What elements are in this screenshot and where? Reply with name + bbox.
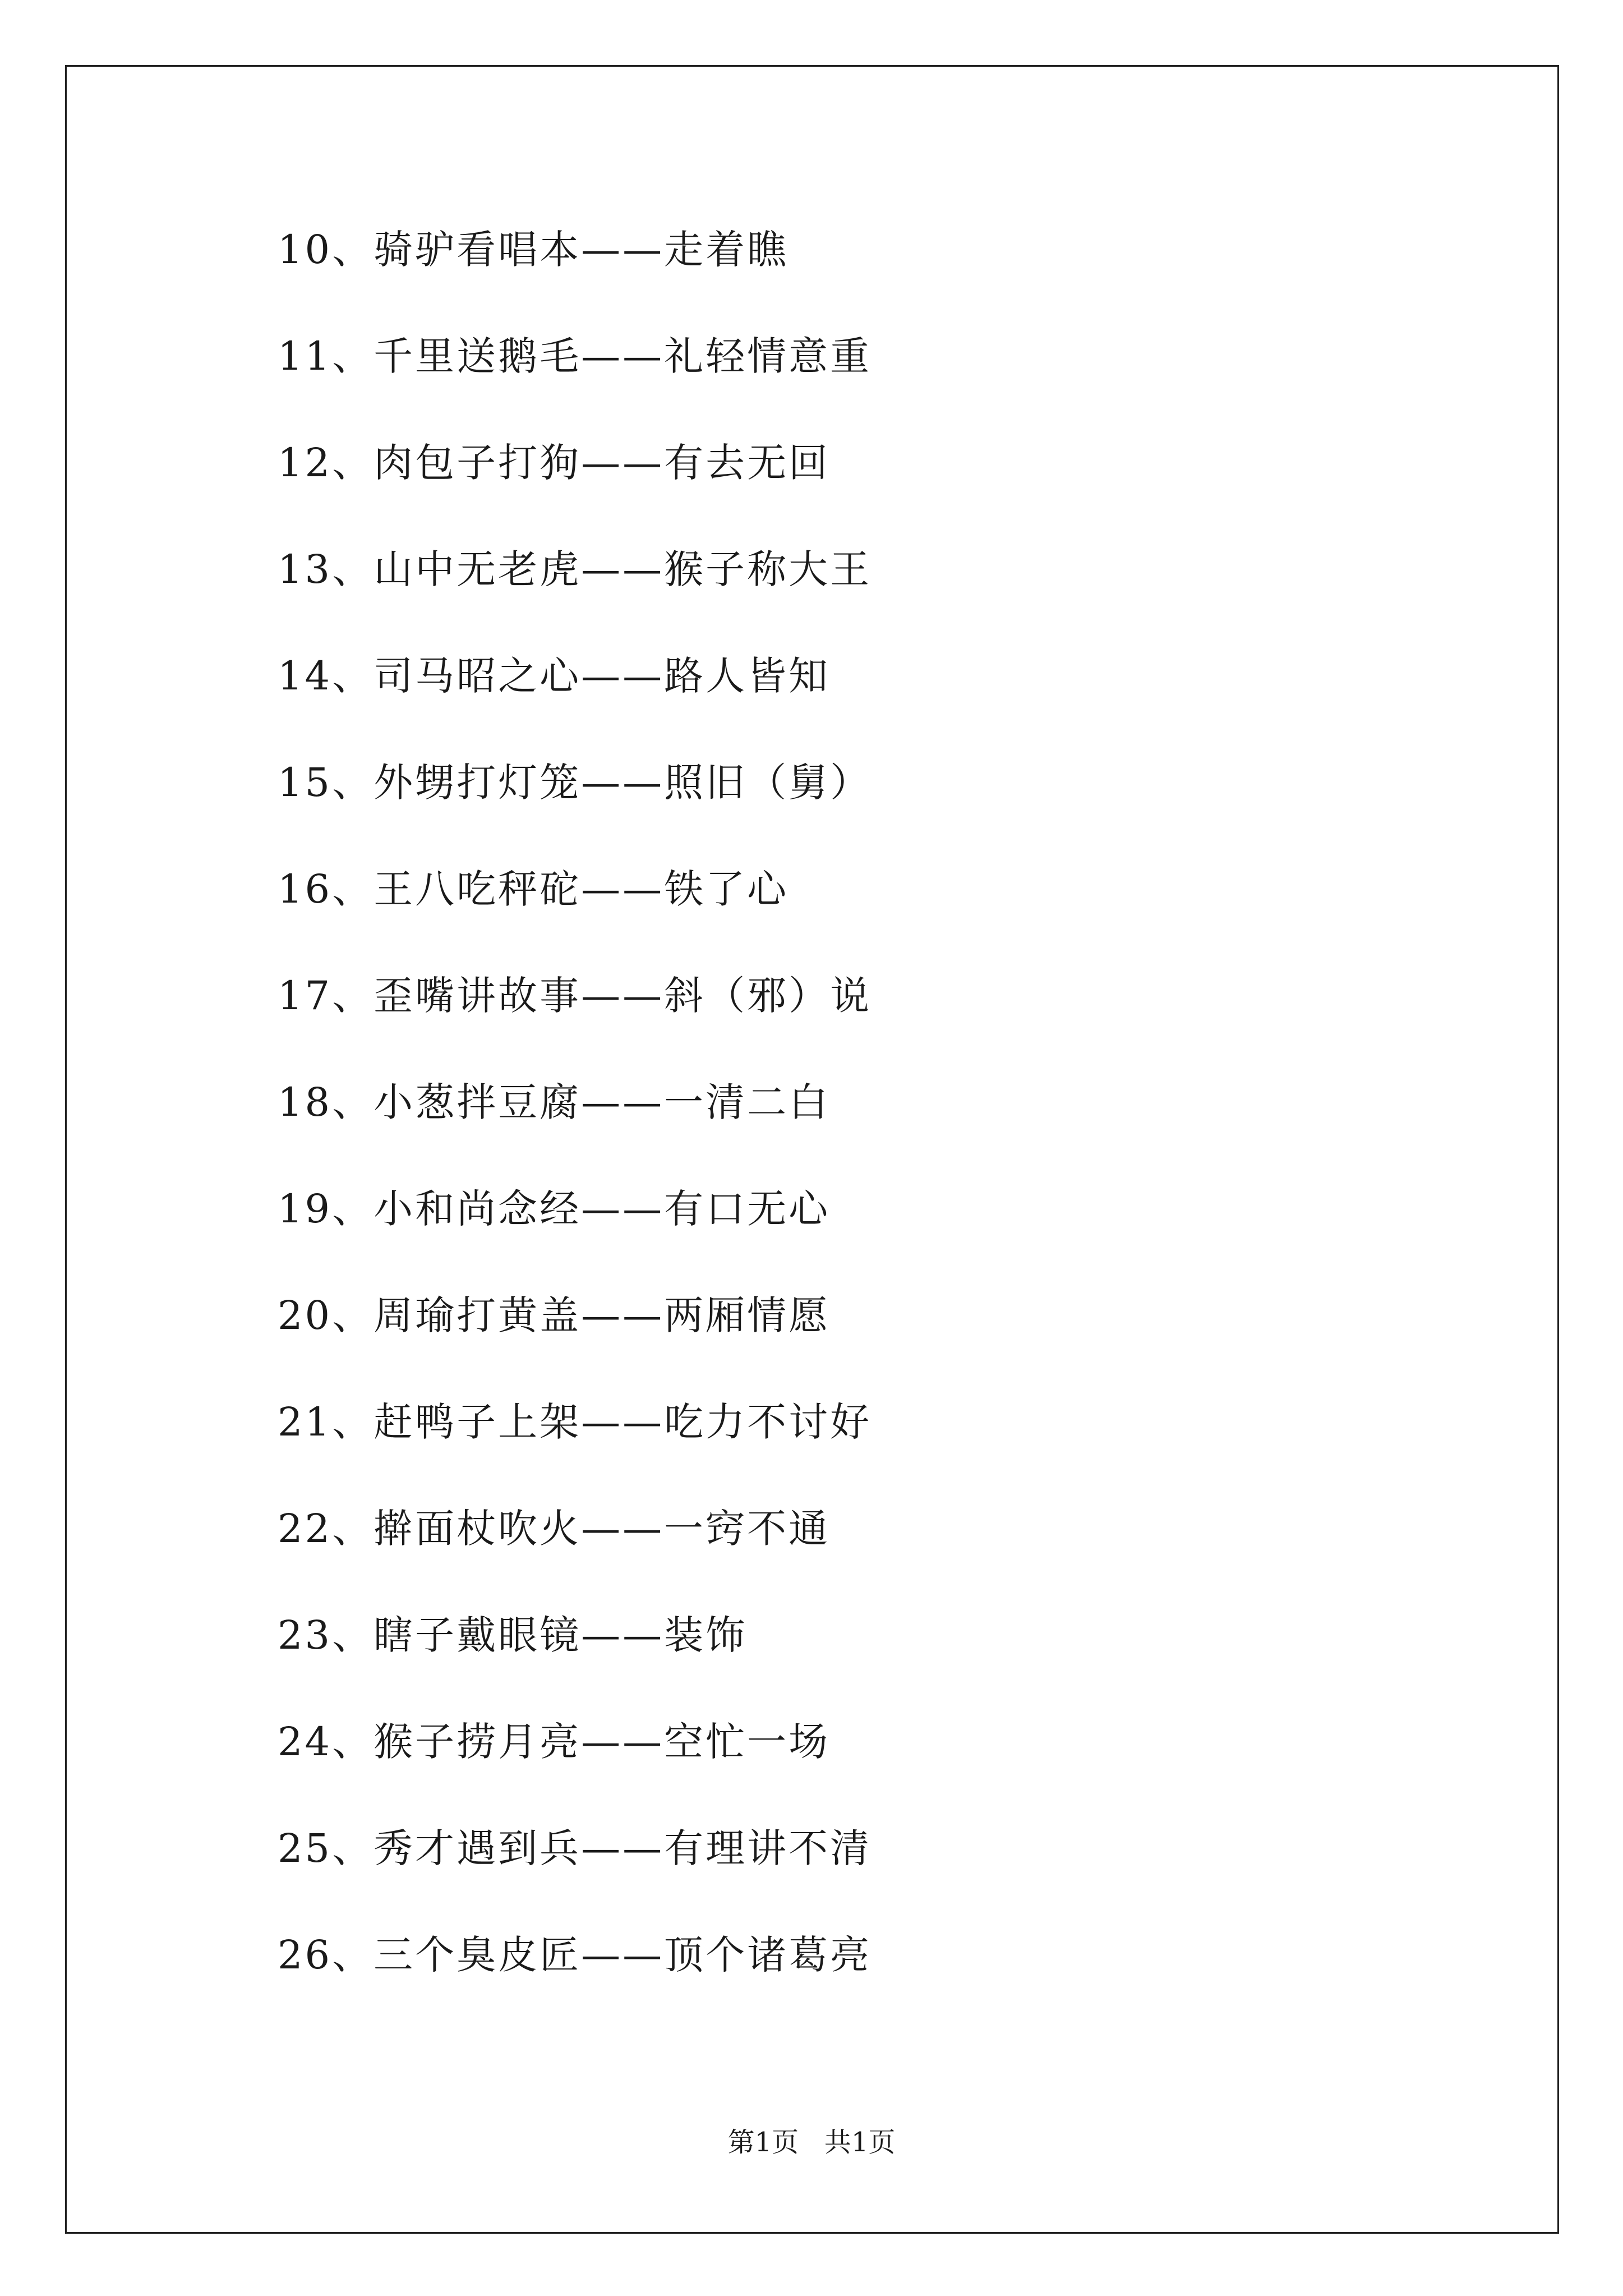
list-item: 22、擀面杖吹火——一窍不通 xyxy=(278,1506,831,1552)
list-item: 13、山中无老虎——猴子称大王 xyxy=(278,546,872,592)
list-item: 15、外甥打灯笼——照旧（舅） xyxy=(278,760,872,806)
list-item: 16、王八吃秤砣——铁了心 xyxy=(278,866,789,912)
list-item: 26、三个臭皮匠——顶个诸葛亮 xyxy=(278,1932,872,1978)
list-item: 14、司马昭之心——路人皆知 xyxy=(278,653,831,699)
list-item: 25、秀才遇到兵——有理讲不清 xyxy=(278,1825,872,1871)
page-footer: 第1页 共1页 xyxy=(727,2127,896,2158)
list-item: 23、瞎子戴眼镜——装饰 xyxy=(278,1612,748,1658)
list-item: 18、小葱拌豆腐——一清二白 xyxy=(278,1079,831,1125)
list-item: 17、歪嘴讲故事——斜（邪）说 xyxy=(278,973,872,1019)
list-item: 12、肉包子打狗——有去无回 xyxy=(278,440,831,486)
list-item: 19、小和尚念经——有口无心 xyxy=(278,1186,831,1232)
list-item: 21、赶鸭子上架——吃力不讨好 xyxy=(278,1399,872,1445)
document-body xyxy=(278,216,872,2028)
list-item: 20、周瑜打黄盖——两厢情愿 xyxy=(278,1292,831,1338)
list-item: 11、千里送鹅毛——礼轻情意重 xyxy=(278,333,872,379)
list-item: 24、猴子捞月亮——空忙一场 xyxy=(278,1719,831,1765)
list-item: 10、骑驴看唱本——走着瞧 xyxy=(278,227,789,273)
